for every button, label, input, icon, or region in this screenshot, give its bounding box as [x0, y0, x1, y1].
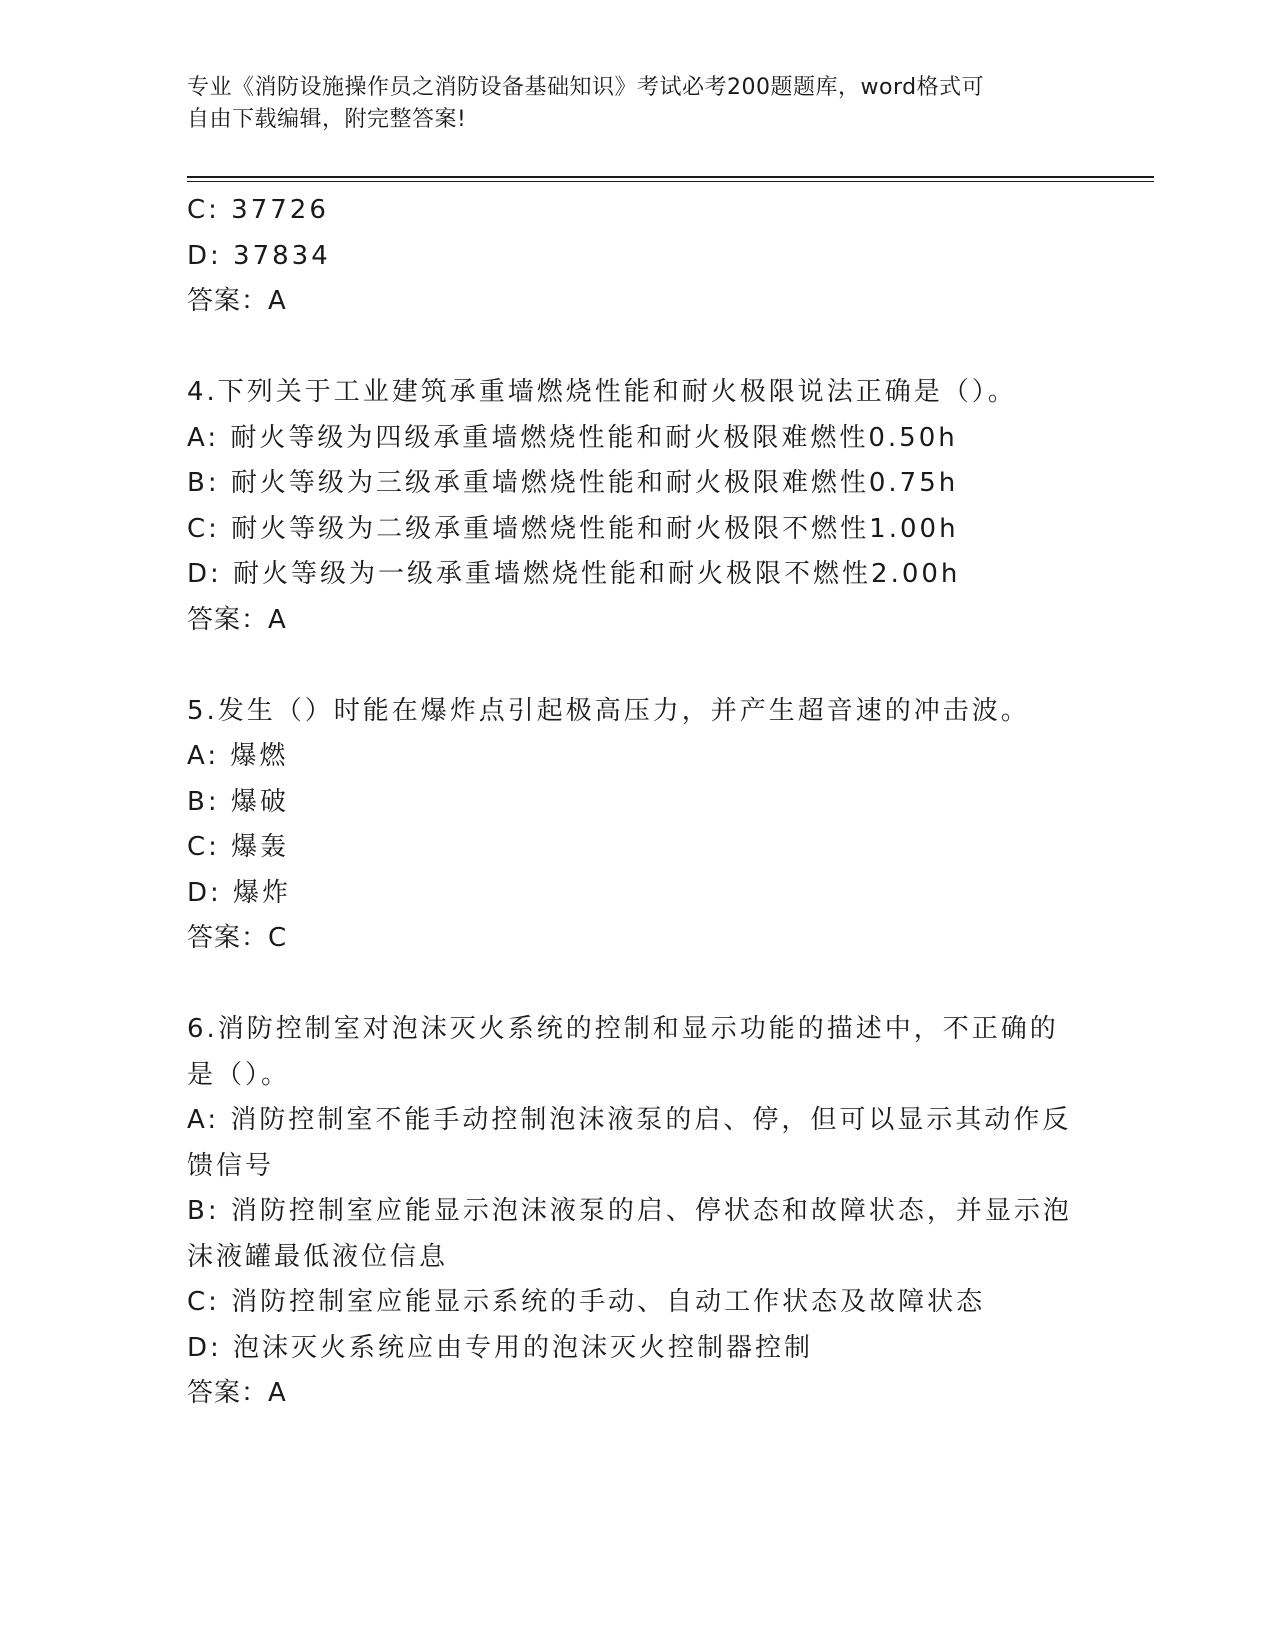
header-line-2: 自由下载编辑，附完整答案!	[187, 107, 467, 132]
question-4	[187, 370, 1077, 643]
option-a-line-1: A: 消防控制室不能手动控制泡沫液泵的启、停，但可以显示其动作反	[187, 1105, 1072, 1135]
option-a-line-2: 馈信号	[187, 1150, 275, 1181]
document-body	[187, 188, 1077, 1417]
option-d: D: 爆炸	[187, 877, 292, 908]
answer-line: 答案：A	[187, 1378, 287, 1408]
question-6	[187, 1007, 1077, 1417]
header-divider-thick	[187, 176, 1154, 178]
option-d: D: 37834	[187, 240, 331, 271]
option-c: C: 消防控制室应能显示系统的手动、自动工作状态及故障状态	[187, 1287, 986, 1317]
option-b: B: 耐火等级为三级承重墙燃烧性能和耐火极限难燃性0.75h	[187, 468, 959, 498]
document-header	[187, 72, 1087, 136]
option-b-line-2: 沫液罐最低液位信息	[187, 1241, 449, 1272]
option-b: B: 爆破	[187, 786, 289, 817]
option-b-line-1: B: 消防控制室应能显示泡沫液泵的启、停状态和故障状态，并显示泡	[187, 1196, 1072, 1226]
question-text: 4.下列关于工业建筑承重墙燃烧性能和耐火极限说法正确是（）。	[187, 377, 1017, 407]
option-c: C: 37726	[187, 195, 329, 225]
option-a: A: 爆燃	[187, 741, 289, 771]
question-text-line-1: 6.消防控制室对泡沫灭火系统的控制和显示功能的描述中，不正确的	[187, 1014, 1059, 1044]
question-text: 5.发生（）时能在爆炸点引起极高压力，并产生超音速的冲击波。	[187, 695, 1030, 726]
answer-line: 答案：A	[187, 286, 287, 316]
header-line-1: 专业《消防设施操作员之消防设备基础知识》考试必考200题题库，word格式可	[187, 75, 985, 100]
question-3-tail	[187, 188, 1077, 325]
answer-line: 答案：A	[187, 604, 287, 635]
answer-line: 答案：C	[187, 923, 288, 953]
option-d: D: 耐火等级为一级承重墙燃烧性能和耐火极限不燃性2.00h	[187, 559, 961, 589]
question-5	[187, 689, 1077, 962]
header-divider-thin	[187, 181, 1154, 182]
option-a: A: 耐火等级为四级承重墙燃烧性能和耐火极限难燃性0.50h	[187, 422, 958, 453]
option-c: C: 爆轰	[187, 832, 290, 862]
option-c: C: 耐火等级为二级承重墙燃烧性能和耐火极限不燃性1.00h	[187, 513, 959, 544]
option-d: D: 泡沫灭火系统应由专用的泡沫灭火控制器控制	[187, 1332, 814, 1363]
question-text-line-2: 是（）。	[187, 1059, 291, 1090]
